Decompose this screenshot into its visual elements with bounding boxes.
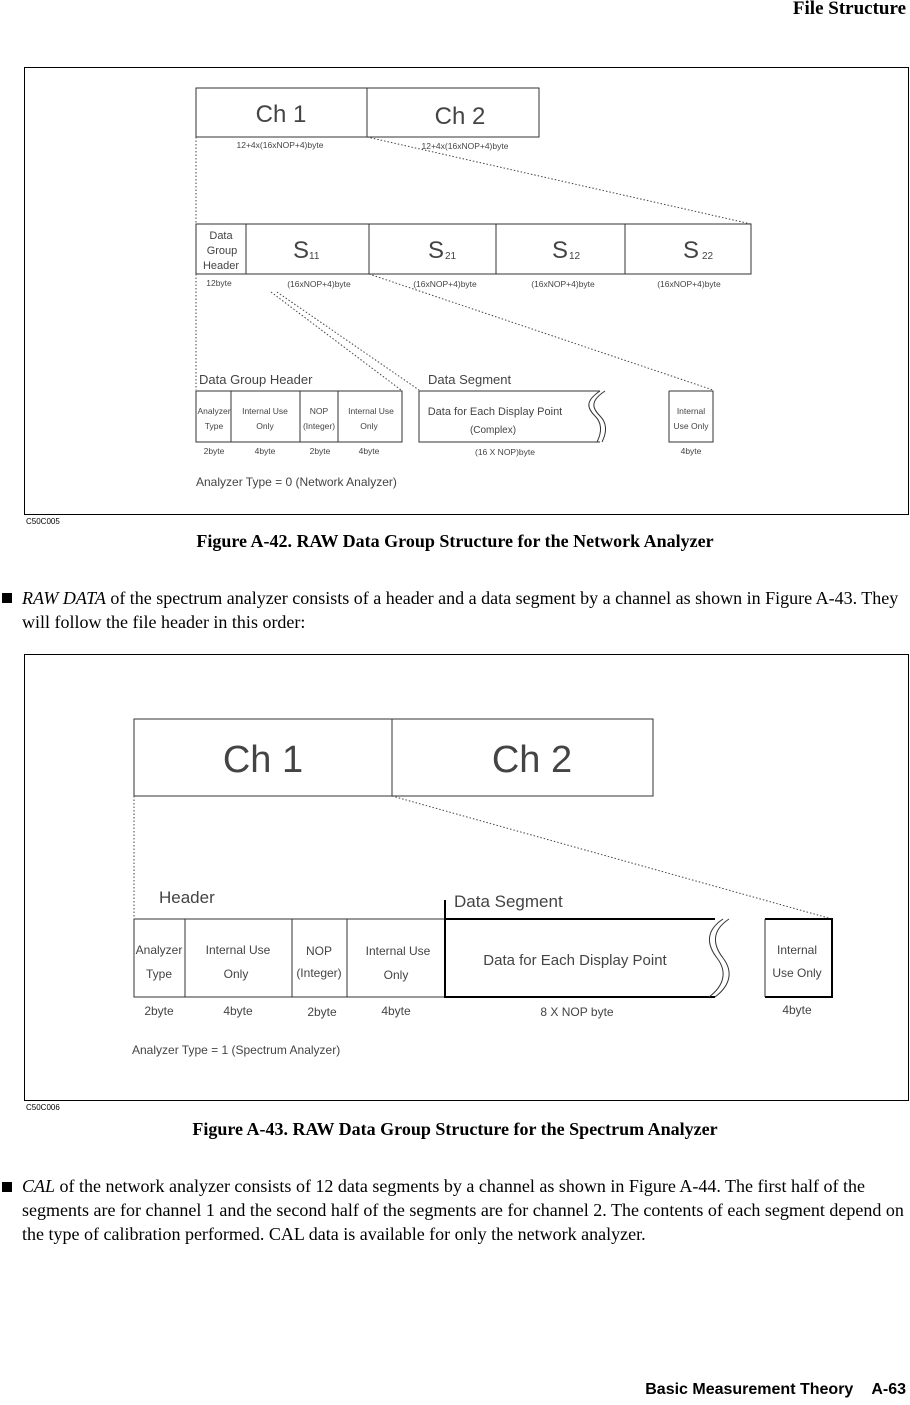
- f1-s22-label: [683, 237, 714, 264]
- f2-size-1: 2byte: [144, 1004, 174, 1018]
- f1-ch1-size: 12+4x(16xNOP+4)byte: [236, 140, 324, 150]
- f2-nop-l1: NOP: [305, 944, 333, 958]
- f1-s11-sub: 11: [309, 251, 320, 262]
- f2-size-4: 4byte: [381, 1004, 411, 1018]
- f1-datapoint-l2: (Complex): [469, 425, 517, 436]
- f1-size-2: 4byte: [254, 446, 276, 456]
- figure-network-analyzer-diagram: [24, 67, 909, 526]
- f2-analyzer-note: Analyzer Type = 1 (Spectrum Analyzer): [132, 1043, 341, 1057]
- paragraph-cal-text: of the network analyzer consists of 12 data segments by a channel as shown in Figure A-44. The first half of the segments are for channel 1 and the second half of the segments are for channel 2. The contents of each segment depend on the type of calibration performed. CAL data is available for only the network analyzer.: [22, 1176, 904, 1244]
- f1-ch1-label: Ch 1: [255, 101, 307, 128]
- f1-s11-size: (16xNOP+4)byte: [287, 279, 351, 289]
- page-footer: [627, 1381, 906, 1399]
- term-cal: CAL: [22, 1176, 56, 1196]
- page-header: File Structure: [792, 0, 906, 19]
- bullet-2: [2, 1182, 12, 1192]
- f1-internal-end-l2: Use Only: [673, 421, 709, 431]
- f1-nop-l1: NOP: [309, 406, 329, 416]
- f1-code-label: C50C005: [26, 517, 60, 526]
- figure-caption-2: Figure A-43. RAW Data Group Structure for the Spectrum Analyzer: [192, 1119, 718, 1139]
- f2-header-title: Header: [159, 888, 215, 907]
- paragraph-raw-data: [22, 586, 907, 634]
- f1-break-symbol: [589, 391, 601, 442]
- f2-datapoint: Data for Each Display Point: [483, 952, 667, 969]
- f1-nop-l2: (Integer): [302, 421, 336, 431]
- f1-internal2-l2: Only: [360, 421, 378, 431]
- f2-size-3: 2byte: [307, 1005, 337, 1019]
- f1-dgh-l2: Group: [206, 245, 238, 257]
- f2-ch1-label: Ch 1: [222, 739, 304, 781]
- f1-s12-label: [552, 237, 581, 264]
- f1-size-4: 4byte: [358, 446, 380, 456]
- f2-internal-end-l2: Use Only: [772, 966, 822, 980]
- f1-end-size: 4byte: [680, 446, 702, 456]
- f1-internal-l2: Only: [256, 421, 274, 431]
- svg-text:S: S: [552, 237, 569, 264]
- f1-s11-label: [293, 237, 320, 264]
- f1-ch2-label: Ch 2: [434, 103, 486, 130]
- f2-analyzer-l2: Type: [145, 967, 173, 981]
- f1-s22-size: (16xNOP+4)byte: [657, 279, 721, 289]
- f2-internal-end-l1: Internal: [776, 943, 818, 957]
- term-raw-data: RAW DATA: [22, 588, 106, 608]
- svg-text:S: S: [428, 237, 445, 264]
- f1-dgh-size: 12byte: [206, 278, 232, 288]
- f1-ch2-size: 12+4x(16xNOP+4)byte: [421, 141, 509, 151]
- f2-data-size: 8 X NOP byte: [540, 1005, 614, 1019]
- f1-size-1: 2byte: [203, 446, 225, 456]
- f2-analyzer-l1: Analyzer: [135, 943, 183, 957]
- f1-s21-size: (16xNOP+4)byte: [413, 279, 477, 289]
- f1-internal-l1: Internal Use: [242, 406, 288, 416]
- f1-s22-sub: 22: [702, 251, 714, 262]
- footer-section: Basic Measurement Theory: [645, 1381, 854, 1398]
- svg-text:S: S: [683, 237, 700, 264]
- f2-internal2-l2: Only: [383, 968, 409, 982]
- footer-page-number: A-63: [871, 1381, 906, 1398]
- f1-s12-size: (16xNOP+4)byte: [531, 279, 595, 289]
- f2-internal2-l1: Internal Use: [365, 944, 431, 958]
- f1-datapoint-l1: Data for Each Display Point: [427, 406, 563, 418]
- f2-nop-l2: (Integer): [296, 966, 342, 980]
- f1-s12-sub: 12: [569, 251, 581, 262]
- f2-size-2: 4byte: [223, 1004, 253, 1018]
- f1-analyzer-l1: Analyzer: [197, 406, 231, 416]
- paragraph-raw-data-text: of the spectrum analyzer consists of a header and a data segment by a channel as shown in Figure A-43. They will follow the file header in this order:: [22, 588, 899, 632]
- f1-segment-title: Data Segment: [428, 372, 512, 387]
- f1-dgh-l3: Header: [202, 260, 240, 272]
- f1-header-title: Data Group Header: [199, 372, 313, 387]
- f2-ch2-label: Ch 2: [491, 739, 573, 781]
- bullet-1: [2, 593, 12, 603]
- paragraph-cal: [22, 1174, 907, 1246]
- svg-text:S: S: [293, 237, 310, 264]
- f2-internal-l1: Internal Use: [205, 943, 271, 957]
- f1-s21-sub: 21: [445, 251, 457, 262]
- f1-data-size: (16 X NOP)byte: [475, 447, 535, 457]
- f1-size-3: 2byte: [309, 446, 331, 456]
- figure-spectrum-analyzer-diagram: [24, 654, 909, 1112]
- f2-segment-title: Data Segment: [454, 892, 563, 911]
- f2-break-symbol: [709, 919, 723, 997]
- f2-internal-l2: Only: [223, 967, 249, 981]
- figure-caption-1: Figure A-42. RAW Data Group Structure for the Network Analyzer: [196, 531, 714, 551]
- f1-analyzer-note: Analyzer Type = 0 (Network Analyzer): [196, 475, 397, 489]
- f1-internal2-l1: Internal Use: [348, 406, 394, 416]
- f1-s21-label: [428, 237, 457, 264]
- f1-dgh-l1: Data: [209, 230, 233, 242]
- f2-code-label: C50C006: [26, 1103, 60, 1112]
- f1-analyzer-l2: Type: [204, 421, 224, 431]
- f2-end-size: 4byte: [782, 1003, 812, 1017]
- f1-internal-end-l1: Internal: [676, 406, 706, 416]
